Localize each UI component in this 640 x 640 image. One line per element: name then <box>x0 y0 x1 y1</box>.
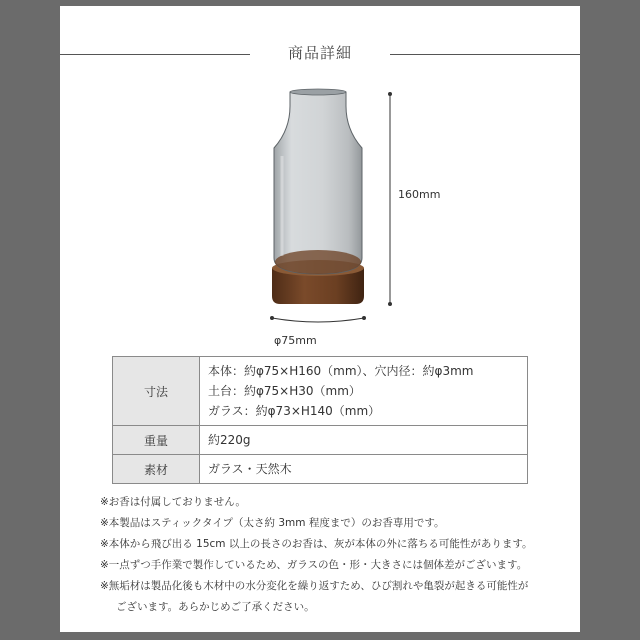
divider <box>60 54 250 55</box>
row-value: 約220g <box>200 426 528 455</box>
incense-holder-image <box>60 86 580 336</box>
note-item: ございます。あらかじめご了承ください。 <box>116 601 315 613</box>
row-value: ガラス・天然木 <box>200 455 528 484</box>
table-row <box>113 455 528 484</box>
table-row <box>113 426 528 455</box>
value-line: 本体：約φ75×H160（mm）、穴内径：約φ3mm <box>208 364 474 378</box>
note-item: ※無垢材は製品化後も木材中の水分変化を繰り返すため、ひび割れや亀裂が起きる可能性が <box>100 580 529 592</box>
section-title: 商品詳細 <box>287 44 352 62</box>
note-item: ※お香は付属しておりません。 <box>100 496 246 508</box>
note-item: ※本製品はスティックタイプ（太さ約 3mm 程度まで）のお香専用です。 <box>100 517 445 529</box>
width-dimension-arrow <box>270 316 366 322</box>
value-line: 土台：約φ75×H30（mm） <box>208 384 361 398</box>
divider <box>390 54 580 55</box>
row-header: 重量 <box>113 426 200 455</box>
height-label: 160mm <box>398 188 441 201</box>
height-dimension-arrow <box>388 92 392 306</box>
product-detail-panel <box>60 6 580 632</box>
row-header: 寸法 <box>113 357 200 426</box>
value-line: ガラス：約φ73×H140（mm） <box>208 404 381 418</box>
notes-list <box>100 492 570 618</box>
spec-table <box>112 356 528 484</box>
glass-dome <box>274 89 362 274</box>
row-header: 素材 <box>113 455 200 484</box>
table-row <box>113 357 528 426</box>
diameter-label: φ75mm <box>274 334 317 347</box>
product-illustration <box>60 86 580 347</box>
section-header <box>60 42 580 66</box>
note-item: ※本体から飛び出る 15cm 以上の長さのお香は、灰が本体の外に落ちる可能性があります。 <box>100 538 533 550</box>
row-value <box>200 357 528 426</box>
note-item: ※一点ずつ手作業で製作しているため、ガラスの色・形・大きさには個体差がございます。 <box>100 559 528 571</box>
